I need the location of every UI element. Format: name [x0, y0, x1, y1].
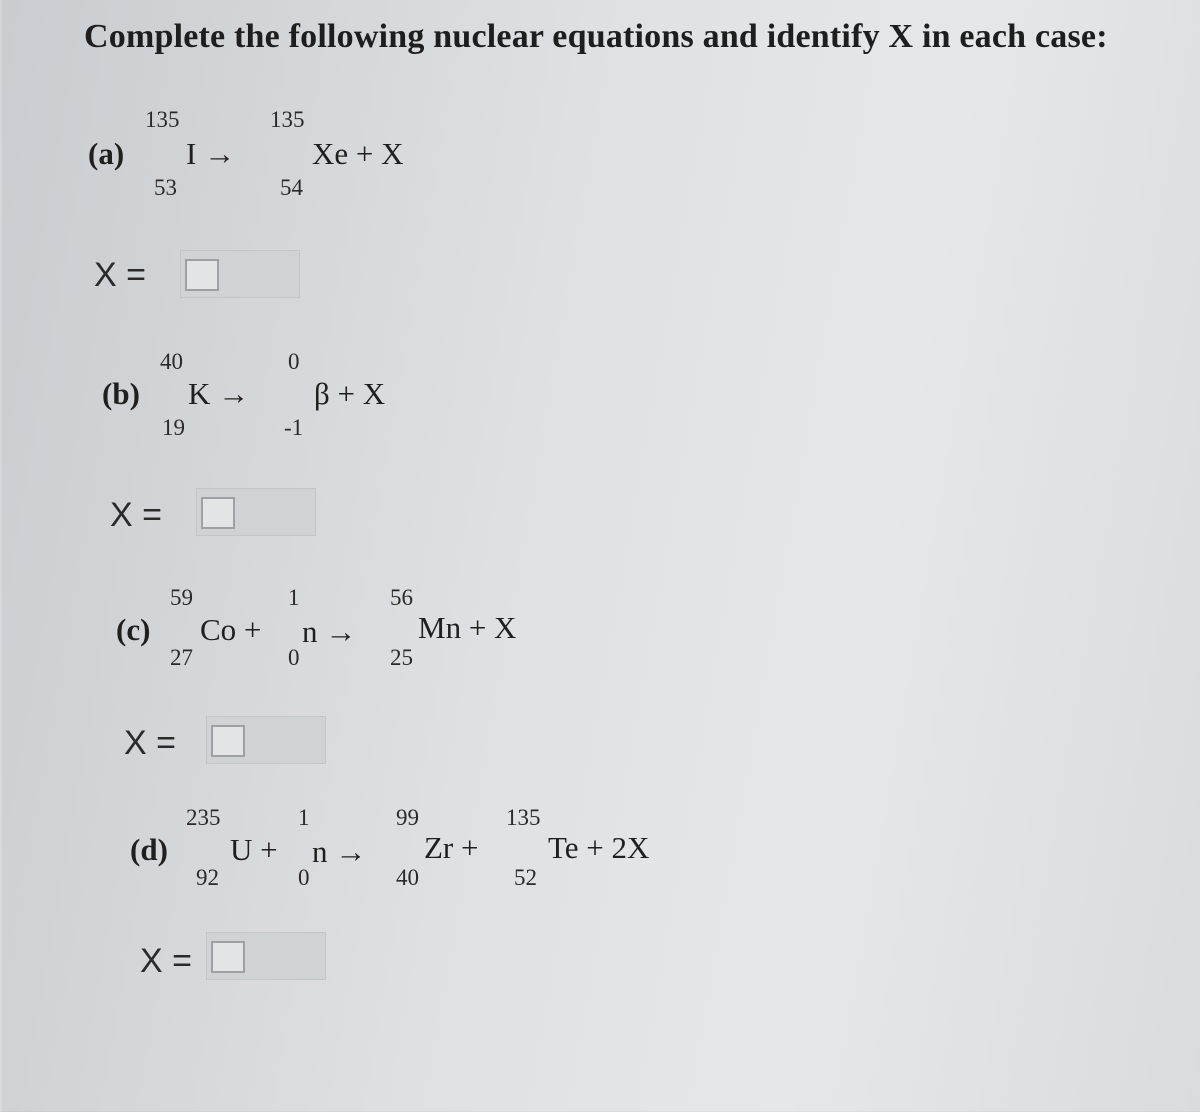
- mass-number: 59: [170, 585, 193, 610]
- nuclide-symbol: Zr +: [424, 830, 479, 865]
- nuclide-symbol: I →: [186, 136, 236, 171]
- atomic-number: 54: [280, 175, 303, 200]
- equation-label: (d): [130, 832, 168, 867]
- nuclide-symbol: K →: [188, 376, 250, 411]
- mass-number: 1: [298, 805, 310, 830]
- nuclide-symbol: β + X: [314, 376, 386, 411]
- atomic-number: 53: [154, 175, 177, 200]
- answer-input-b[interactable]: [196, 488, 316, 536]
- mass-number: 56: [390, 585, 413, 610]
- nuclide-symbol: Xe + X: [312, 136, 404, 171]
- answer-label: X =: [110, 496, 162, 534]
- mass-number: 40: [160, 349, 183, 374]
- atomic-number: 52: [514, 865, 537, 890]
- answer-placeholder-icon: [201, 497, 235, 529]
- answer-input-a[interactable]: [180, 250, 300, 298]
- nuclide-symbol: Co +: [200, 612, 262, 647]
- answer-label: X =: [124, 724, 176, 762]
- answer-placeholder-icon: [211, 725, 245, 757]
- nuclide-symbol: Te + 2X: [548, 830, 650, 865]
- answer-placeholder-icon: [185, 259, 219, 291]
- nuclide-symbol: Mn + X: [418, 610, 517, 645]
- equation-label: (b): [102, 376, 140, 411]
- atomic-number: 40: [396, 865, 419, 890]
- answer-label: X =: [94, 256, 146, 294]
- atomic-number: -1: [284, 415, 304, 440]
- answer-placeholder-icon: [211, 941, 245, 973]
- answer-input-d[interactable]: [206, 932, 326, 980]
- mass-number: 135: [506, 805, 541, 830]
- mass-number: 135: [145, 107, 180, 132]
- page-title: Complete the following nuclear equations and identify X in each case:: [84, 18, 1108, 55]
- atomic-number: 0: [288, 645, 300, 670]
- nuclide-symbol: n →: [302, 614, 357, 649]
- mass-number: 0: [288, 349, 300, 374]
- atomic-number: 27: [170, 645, 193, 670]
- mass-number: 135: [270, 107, 305, 132]
- nuclide-symbol: n →: [312, 834, 367, 869]
- nuclide-symbol: U +: [230, 832, 278, 867]
- atomic-number: 92: [196, 865, 219, 890]
- atomic-number: 0: [298, 865, 310, 890]
- answer-label: X =: [140, 942, 192, 980]
- atomic-number: 25: [390, 645, 413, 670]
- mass-number: 99: [396, 805, 419, 830]
- mass-number: 235: [186, 805, 221, 830]
- equation-label: (c): [116, 612, 151, 647]
- equation-label: (a): [88, 136, 125, 171]
- mass-number: 1: [288, 585, 300, 610]
- atomic-number: 19: [162, 415, 185, 440]
- answer-input-c[interactable]: [206, 716, 326, 764]
